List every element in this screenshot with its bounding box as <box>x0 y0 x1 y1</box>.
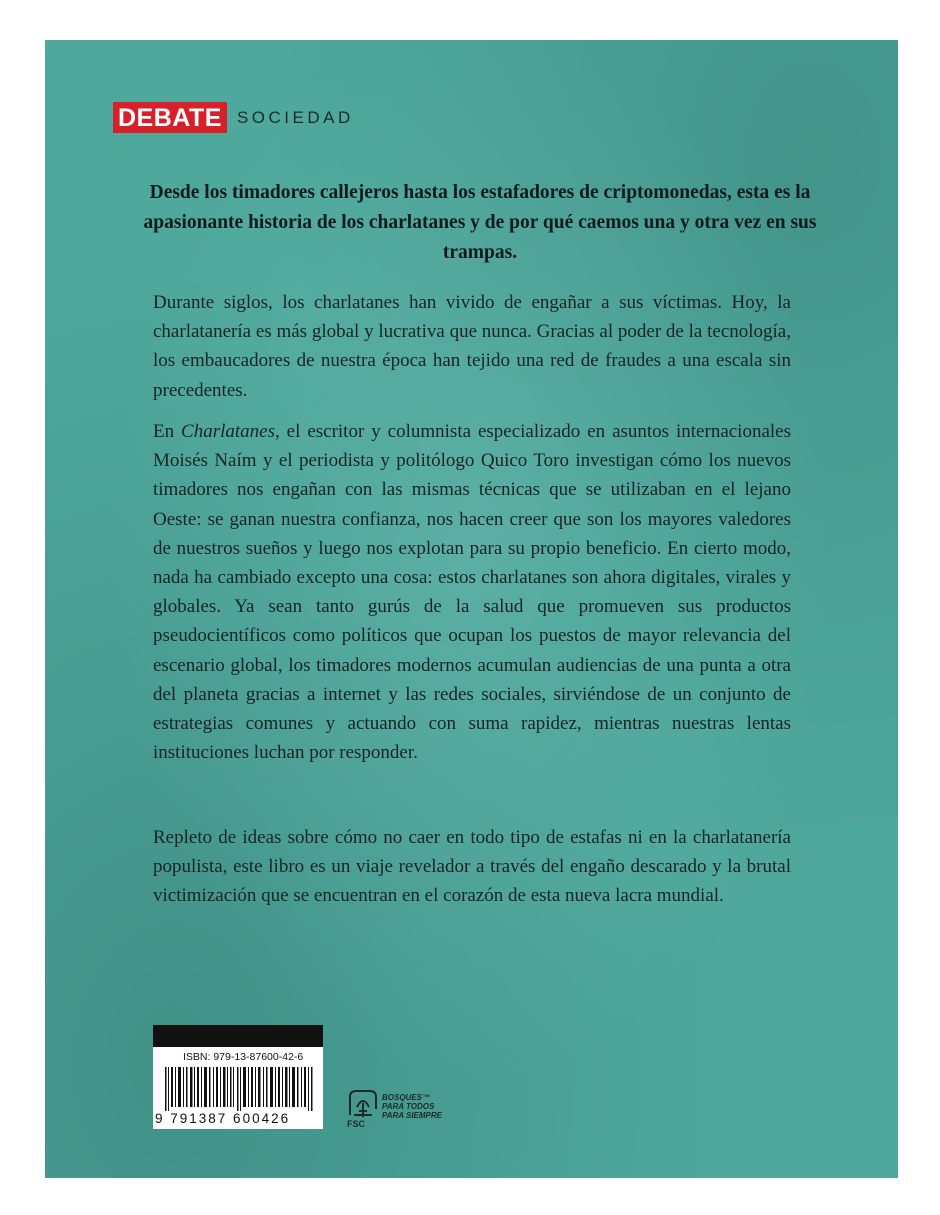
paragraph-1: Durante siglos, los charlatanes han vivido de engañar a sus víctimas. Hoy, la charlatanería es más global y lucrativa que nunca. Gracias al poder de la tecnología, los embaucadores de nuestra época han tejido una red de fraudes a una escala sin precedentes. <box>153 292 791 401</box>
publisher-name: DEBATE <box>113 102 227 133</box>
paragraph-2-prefix: En <box>153 421 182 442</box>
paragraph-2 <box>153 417 791 767</box>
barcode-icon <box>165 1067 315 1111</box>
collection-name: SOCIEDAD <box>236 107 354 127</box>
paragraph-2-body: , el escritor y columnista especializado en asuntos internacionales Moisés Naím y el periodista y politólogo Quico Toro investigan cómo los nuevos timadores nos engañan con las mismas técnicas que se utilizaban en el lejano Oeste: se ganan nuestra confianza, nos hacen creer que son los mayores valedores de nuestros sueños y luego nos explotan para su propio beneficio. En cierto modo, nada ha cambiado excepto una cosa: estos charlatanes son ahora digitales, virales y globales. Ya sean tanto gurús de la salud que promueven sus productos pseudocientíficos como políticos que ocupan los puestos de mayor relevancia del escenario global, los timadores modernos acumulan audiencias de una punta a otra del planeta gracias a internet y las redes sociales, sirviéndose de un conjunto de estrategias comunes y actuando con suma rapidez, mientras nuestras lentas instituciones luchan por responder. <box>153 421 792 764</box>
book-back-cover <box>45 40 898 1178</box>
barcode-digits: 9 791387 600426 <box>155 1111 291 1126</box>
fsc-slogan-line-1: BOSQUES™ <box>382 1093 431 1102</box>
fsc-slogan <box>382 1093 442 1120</box>
fsc-slogan-line-2: PARA TODOS <box>382 1102 435 1111</box>
book-title: Charlatanes <box>181 421 275 442</box>
barcode-block <box>153 1025 323 1129</box>
paragraph-3: Repleto de ideas sobre cómo no caer en todo tipo de estafas ni en la charlatanería populista, este libro es un viaje revelador a través del engaño descarado y la brutal victimización que se encuentran en el corazón de esta nueva lacra mundial. <box>153 827 791 907</box>
fsc-slogan-line-3: PARA SIEMPRE <box>382 1111 443 1120</box>
publisher-logo <box>113 102 354 133</box>
lead-text: Desde los timadores callejeros hasta los estafadores de criptomonedas, esta es la apasionante historia de los charlatanes y de por qué caemos una y otra vez en sus trampas. <box>143 182 817 263</box>
barcode-header-bar <box>153 1025 323 1047</box>
isbn-label: ISBN: 979-13-87600-42-6 <box>183 1051 304 1063</box>
fsc-label: FSC <box>347 1119 365 1129</box>
